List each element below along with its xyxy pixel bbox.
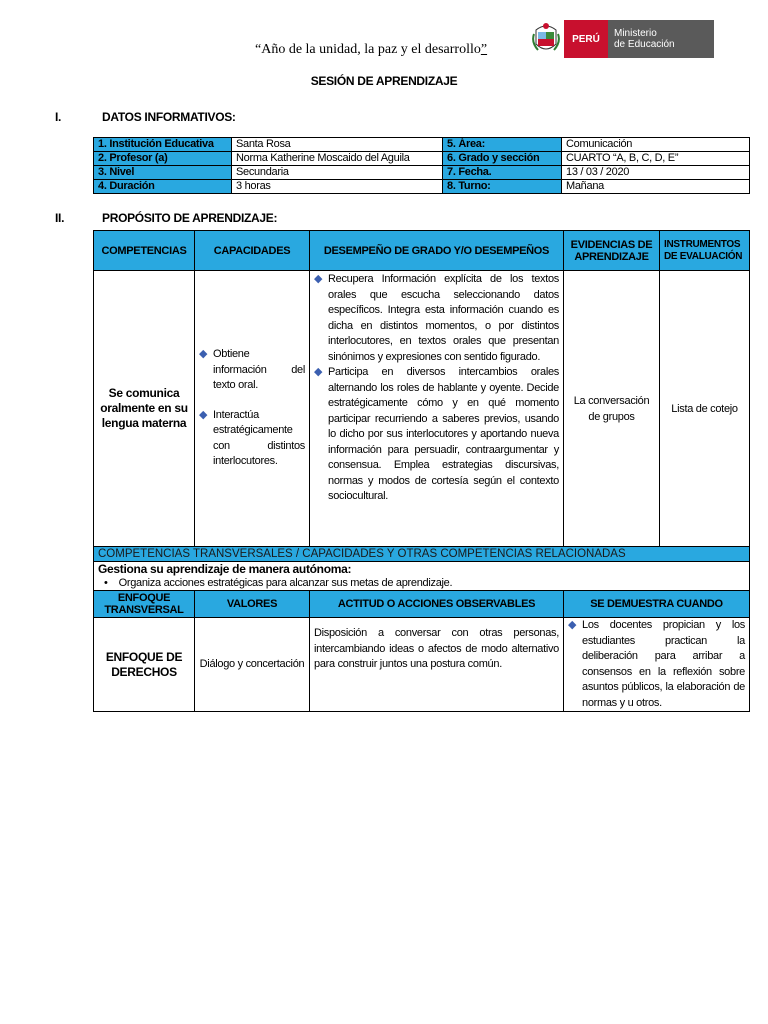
info-value: Comunicación: [562, 138, 750, 152]
col-header: CAPACIDADES: [195, 231, 310, 271]
col-header: ACTITUD O ACCIONES OBSERVABLES: [310, 591, 564, 618]
col-header: EVIDENCIAS DE APRENDIZAJE: [564, 231, 660, 271]
arrow-bullet-icon: ◆: [199, 348, 208, 361]
info-row: [94, 180, 750, 194]
minedu-logo: [530, 20, 714, 58]
col-header: ENFOQUE TRANSVERSAL: [94, 591, 195, 618]
transversal-title: Gestiona su aprendizaje de manera autónoma:: [98, 562, 352, 576]
purpose-table: [93, 230, 750, 712]
info-value: Santa Rosa: [232, 138, 443, 152]
capacidades-cell: [195, 271, 310, 547]
col-header: COMPETENCIAS: [94, 231, 195, 271]
info-value: 13 / 03 / 2020: [562, 166, 750, 180]
competencia: Se comunica oralmente en su lengua materna: [94, 271, 195, 547]
col-header: INSTRUMENTOS DE EVALUACIÓN: [660, 231, 750, 271]
desempenos-cell: [310, 271, 564, 547]
info-row: [94, 138, 750, 152]
list-item: ◆ Interactúa estratégicamente con distintos interlocutores.: [199, 408, 305, 468]
list-item: ◆ Obtiene información del texto oral.: [199, 348, 305, 392]
evidencia: La conversación de grupos: [564, 271, 660, 547]
info-value: 3 horas: [232, 180, 443, 194]
info-label: 3. Nivel: [94, 166, 232, 180]
info-table: [93, 137, 750, 194]
page-title: SESIÓN DE APRENDIZAJE: [310, 74, 458, 88]
valores: Diálogo y concertación: [195, 618, 310, 712]
info-value: Secundaria: [232, 166, 443, 180]
arrow-bullet-icon: ◆: [199, 408, 208, 421]
arrow-bullet-icon: ◆: [314, 366, 323, 378]
transversal-header: COMPETENCIAS TRANSVERSALES / CAPACIDADES Y OTRAS COMPETENCIAS RELACIONADAS: [94, 547, 750, 562]
info-value: Mañana: [562, 180, 750, 194]
info-label: 2. Profesor (a): [94, 152, 232, 166]
list-item: ◆ Participa en diversos intercambios orales alternando los roles de hablante y oyente. Decide estratégicamente cómo y en qué momento participar recurriendo a saberes previos, usando lo dicho por sus interlocutores y aportando nueva información para persuadir, contraargumentar y consensua. Emplea estrategias discursivas, normas y modos de cortesía según el contexto sociocultural.: [314, 366, 559, 502]
actitud: Disposición a conversar con otras personas, intercambiando ideas o afectos de modo alternativo para construir juntos una postura común.: [310, 618, 564, 712]
info-label: 6. Grado y sección: [443, 152, 562, 166]
ministry-name: Ministerio de Educación: [608, 20, 714, 58]
arrow-bullet-icon: ◆: [314, 273, 323, 285]
bullet-icon: •: [104, 577, 108, 589]
peru-badge: PERÚ: [564, 20, 608, 58]
info-label: 1. Institución Educativa: [94, 138, 232, 152]
enfoque-header-row: [94, 591, 750, 618]
instrumento: Lista de cotejo: [660, 271, 750, 547]
section-2-title: PROPÓSITO DE APRENDIZAJE:: [102, 211, 278, 225]
section-1-title: DATOS INFORMATIVOS:: [102, 110, 236, 124]
purpose-body-row: [94, 271, 750, 547]
arrow-bullet-icon: ◆: [568, 619, 577, 631]
year-motto: “Año de la unidad, la paz y el desarrollo”: [255, 42, 488, 57]
info-label: 4. Duración: [94, 180, 232, 194]
section-2-number: II.: [55, 211, 65, 225]
transversal-body-row: [94, 562, 750, 591]
info-label: 5. Área:: [443, 138, 562, 152]
col-header: DESEMPEÑO DE GRADO Y/O DESEMPEÑOS: [310, 231, 564, 271]
info-row: [94, 166, 750, 180]
transversal-cell: [94, 562, 750, 591]
demuestra-cell: [564, 618, 750, 712]
enfoque-body-row: [94, 618, 750, 712]
col-header: VALORES: [195, 591, 310, 618]
info-label: 7. Fecha.: [443, 166, 562, 180]
info-row: [94, 152, 750, 166]
list-item: ◆ Los docentes propician y los estudiantes practican la deliberación para arribar a consensos en la reflexión sobre asuntos públicos, la elaboración de normas y u otros.: [568, 619, 745, 709]
section-1-number: I.: [55, 110, 62, 124]
purpose-header-row: [94, 231, 750, 271]
info-label: 8. Turno:: [443, 180, 562, 194]
list-item: • Organiza acciones estratégicas para alcanzar sus metas de aprendizaje.: [104, 577, 453, 589]
transversal-header-row: [94, 547, 750, 562]
enfoque-name: ENFOQUE DE DERECHOS: [94, 618, 195, 712]
info-value: Norma Katherine Moscaido del Aguila: [232, 152, 443, 166]
peru-coat-of-arms-icon: [530, 20, 562, 58]
list-item: ◆ Recupera Información explícita de los textos orales que escucha seleccionando datos específicos. Integra esta información cuando es dicha en distintos momentos, o por distintos interlocutores, en textos orales que presentan sinónimos y expresiones con sentido figurado.: [314, 273, 559, 363]
col-header: SE DEMUESTRA CUANDO: [564, 591, 750, 618]
info-value: CUARTO “A, B, C, D, E”: [562, 152, 750, 166]
